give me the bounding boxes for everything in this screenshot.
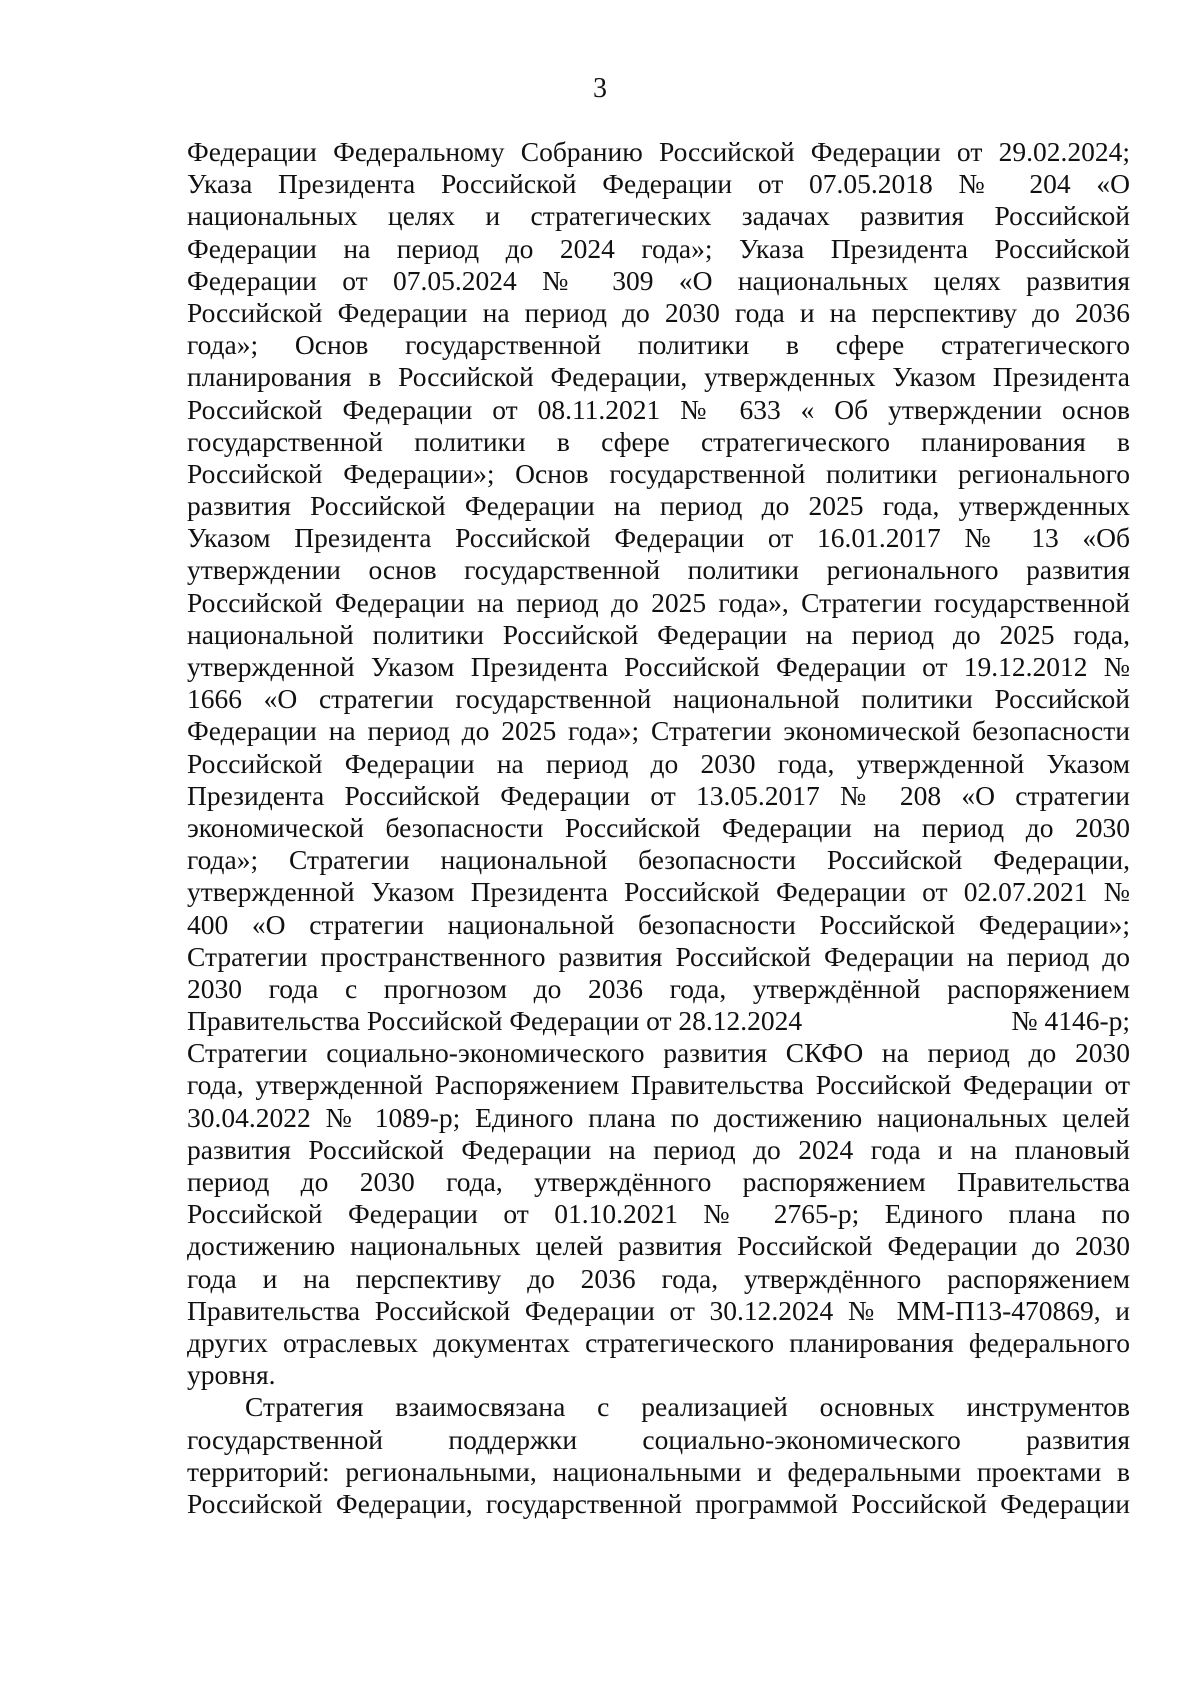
text-line: Стратегии социально-экономического развития СКФО на период до 2030 [187, 1037, 1130, 1069]
text-line: развития Российской Федерации на период до 2024 года и на плановый [187, 1133, 1130, 1165]
text-line: утвержденной Указом Президента Российской Федерации от 02.07.2021 № [187, 876, 1130, 908]
text-line: 1666 «О стратегии государственной национальной политики Российской [187, 683, 1130, 715]
text-line: уровня. [187, 1359, 276, 1391]
text-line: Указа Президента Российской Федерации от 07.05.2018 № 204 «О [187, 168, 1130, 200]
text-line: Российской Федерации, государственной программой Российской Федерации [187, 1487, 1130, 1519]
text-line: Российской Федерации на период до 2030 года и на перспективу до 2036 [187, 296, 1130, 328]
text-line: Российской Федерации на период до 2030 года, утвержденной Указом [187, 747, 1130, 779]
paragraph-2 [187, 1391, 1130, 1520]
text-line: Указом Президента Российской Федерации от 16.01.2017 № 13 «Об [187, 522, 1130, 554]
text-line: Федерации Федеральному Собранию Российской Федерации от 29.02.2024; [187, 136, 1130, 167]
text-line: Стратегии пространственного развития Российской Федерации на период до [187, 940, 1130, 972]
text-line: утверждении основ государственной политики регионального развития [187, 554, 1130, 586]
text-line: года»; Стратегии национальной безопасности Российской Федерации, [187, 844, 1130, 876]
text-line: 2030 года с прогнозом до 2036 года, утверждённой распоряжением [187, 972, 1130, 1004]
document-body [187, 136, 1130, 1520]
text-line: 30.04.2022 № 1089-р; Единого плана по достижению национальных целей [187, 1101, 1130, 1133]
text-line: Федерации на период до 2025 года»; Стратегии экономической безопасности [187, 715, 1130, 747]
text-line: утвержденной Указом Президента Российской Федерации от 19.12.2012 № [187, 651, 1130, 682]
text-line: Российской Федерации»; Основ государственной политики регионального [187, 457, 1130, 489]
text-line: достижению национальных целей развития Российской Федерации до 2030 [187, 1230, 1130, 1262]
text-line: территорий: региональными, национальными и федеральными проектами в [187, 1455, 1130, 1487]
text-line: Стратегия взаимосвязана с реализацией основных инструментов [245, 1391, 1130, 1423]
text-line: Правительства Российской Федерации от 30.12.2024 № ММ-П13-470869, и [187, 1294, 1130, 1326]
text-line: Российской Федерации от 01.10.2021 № 2765-р; Единого плана по [187, 1198, 1130, 1230]
text-line: Российской Федерации на период до 2025 года», Стратегии государственной [187, 586, 1130, 618]
text-line: 400 «О стратегии национальной безопасности Российской Федерации»; [187, 908, 1130, 940]
text-line-right: № 4146-р; [1011, 1005, 1130, 1037]
text-line: государственной политики в сфере стратегического планирования в [187, 425, 1130, 457]
page-number: 3 [593, 73, 607, 104]
text-line: года»; Основ государственной политики в сфере стратегического [187, 329, 1130, 361]
paragraph-1 [187, 136, 1130, 1391]
text-line: национальной политики Российской Федерации на период до 2025 года, [187, 618, 1130, 650]
text-line: Федерации на период до 2024 года»; Указа Президента Российской [187, 232, 1130, 264]
text-line: года, утвержденной Распоряжением Правительства Российской Федерации от [187, 1069, 1130, 1101]
text-line: Федерации от 07.05.2024 № 309 «О национальных целях развития [187, 264, 1130, 296]
text-line-split [187, 1005, 1130, 1037]
text-line: Президента Российской Федерации от 13.05.2017 № 208 «О стратегии [187, 779, 1130, 811]
text-line: период до 2030 года, утверждённого распоряжением Правительства [187, 1166, 1130, 1197]
text-line: Российской Федерации от 08.11.2021 № 633 « Об утверждении основ [187, 393, 1130, 425]
text-line-left: Правительства Российской Федерации от 28.12.2024 [187, 1005, 803, 1037]
text-line: года и на перспективу до 2036 года, утверждённого распоряжением [187, 1262, 1130, 1294]
text-line: планирования в Российской Федерации, утвержденных Указом Президента [187, 361, 1130, 393]
text-line: национальных целях и стратегических задачах развития Российской [187, 200, 1130, 232]
text-line: других отраслевых документах стратегического планирования федерального [187, 1326, 1130, 1358]
text-line: экономической безопасности Российской Федерации на период до 2030 [187, 811, 1130, 843]
text-line: государственной поддержки социально-экономического развития [187, 1423, 1130, 1455]
text-line: развития Российской Федерации на период до 2025 года, утвержденных [187, 490, 1130, 522]
